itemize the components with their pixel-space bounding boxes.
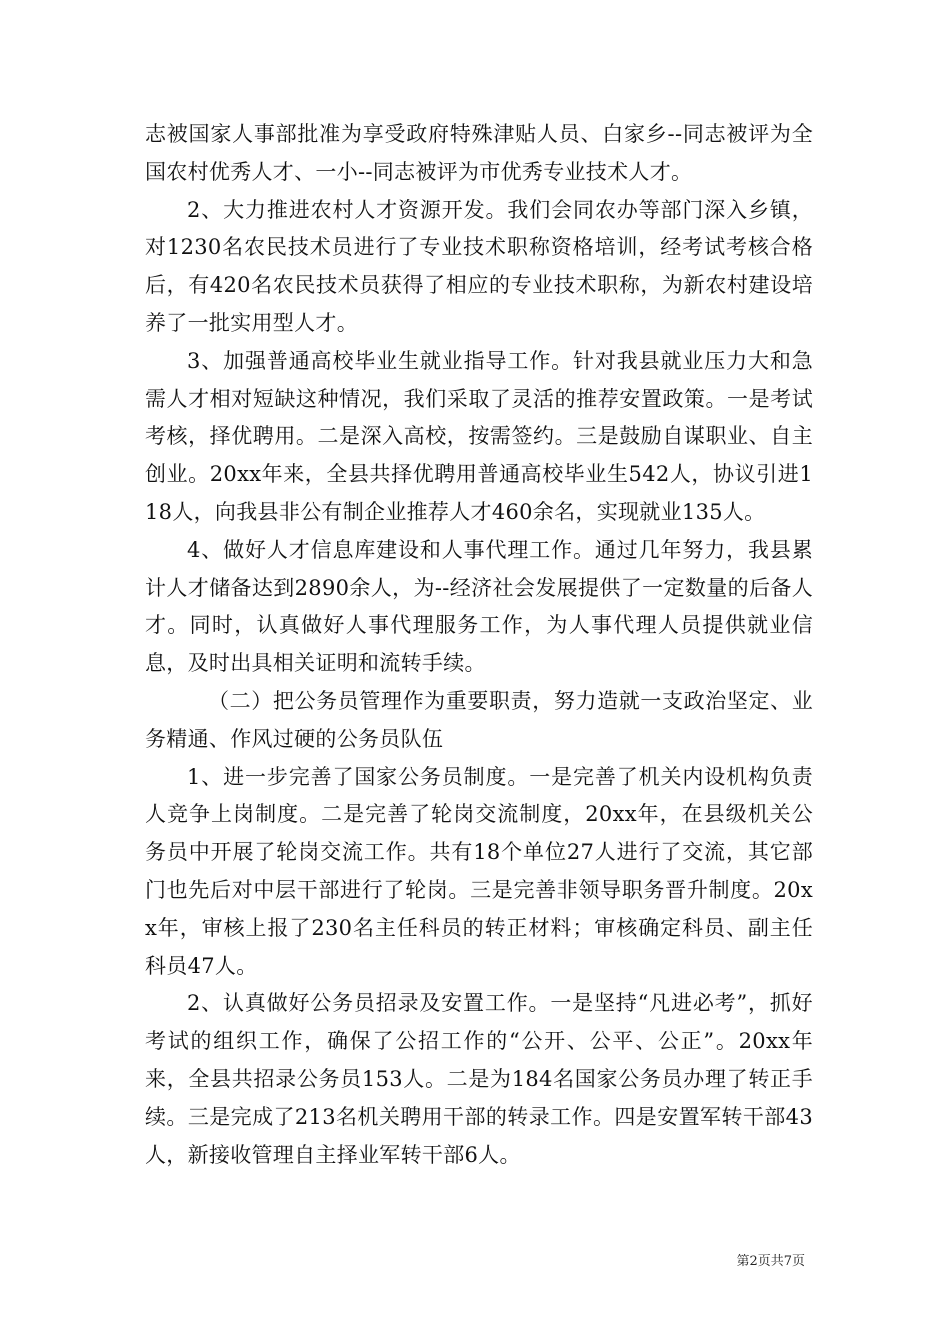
paragraph-talent-database: 4、做好人才信息库建设和人事代理工作。通过几年努力，我县累计人才储备达到2890余人，为--经济社会发展提供了一定数量的后备人才。同时，认真做好人事代理服务工作，为人事代理人员提供就业信息，及时出具相关证明和流转手续。 xyxy=(145,537,813,676)
page-number-footer: 第2页共7页 xyxy=(736,1254,805,1269)
paragraph-recruitment: 2、认真做好公务员招录及安置工作。一是坚持“凡进必考”，抓好考试的组织工作，确保了公招工作的“公开、公平、公正”。20xx年来，全县共招录公务员153人。二是为184名国家公务员办理了转正手续。三是完成了213名机关聘用干部的转录工作。四是安置军转干部43人，新接收管理自主择业军转干部6人。 xyxy=(145,991,813,1167)
paragraph-graduate-employment: 3、加强普通高校毕业生就业指导工作。针对我县就业压力大和急需人才相对短缺这种情况，我们采取了灵活的推荐安置政策。一是考试考核，择优聘用。二是深入高校，按需签约。三是鼓励自谋职业、自主创业。20xx年来，全县共择优聘用普通高校毕业生542人，协议引进118人，向我县非公有制企业推荐人才460余名，实现就业135人。 xyxy=(145,348,813,524)
paragraph-rural-talent: 2、大力推进农村人才资源开发。我们会同农办等部门深入乡镇，对1230名农民技术员进行了专业技术职称资格培训，经考试考核合格后，有420名农民技术员获得了相应的专业技术职称，为新农村建设培养了一批实用型人才。 xyxy=(145,197,813,335)
section-heading-civil-servants: （二）把公务员管理作为重要职责，努力造就一支政治坚定、业务精通、作风过硬的公务员队伍 xyxy=(145,688,813,751)
paragraph-continuation: 志被国家人事部批准为享受政府特殊津贴人员、白家乡--同志被评为全国农村优秀人才、一小--同志被评为市优秀专业技术人才。 xyxy=(145,122,813,184)
document-body xyxy=(145,116,813,1174)
paragraph-civil-servant-system: 1、进一步完善了国家公务员制度。一是完善了机关内设机构负责人竞争上岗制度。二是完善了轮岗交流制度，20xx年，在县级机关公务员中开展了轮岗交流工作。共有18个单位27人进行了交流，其它部门也先后对中层干部进行了轮岗。三是完善非领导职务晋升制度。20xx年，审核上报了230名主任科员的转正材料；审核确定科员、副主任科员47人。 xyxy=(145,764,813,978)
